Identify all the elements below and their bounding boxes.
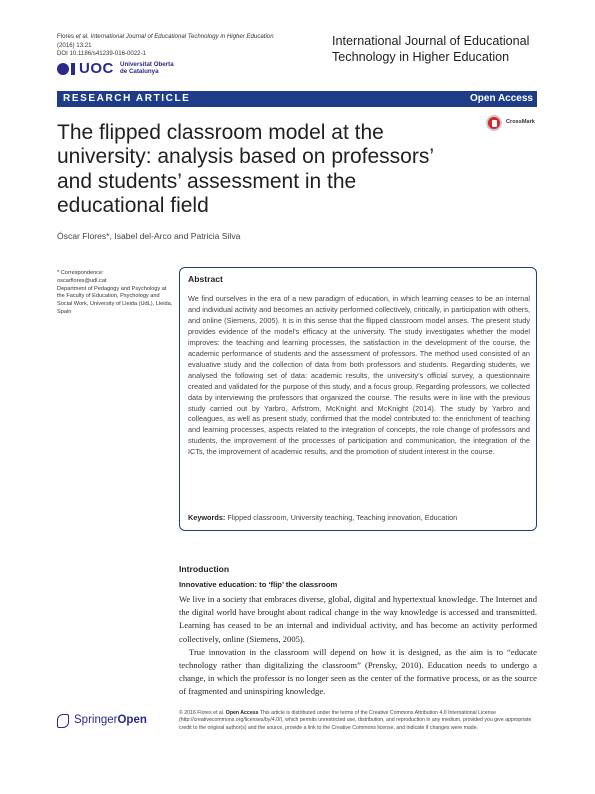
- license-text: This article is distributed under the terms of the Creative Commons Attribution 4.0 International License (http://creativecommons.org/licenses/by/4.0/), which permits unrestricted use, distribution, and reproduction in any medium, provided you give appropriate credit to the original author(s) and the source, provide a link to the Creative Commons license, and indicate if changes were made.: [179, 710, 532, 731]
- crossmark-label: CrossMark: [506, 119, 535, 125]
- citation-etal: et al.: [75, 33, 89, 40]
- intro-paragraph-1: We live in a society that embraces diverse, global, digital and hypertextual knowledge. The Internet and the digital world have brought about radical change in the way knowledge is accessed and transmitted. Learning has ceased to be an internal and individual activity, and has become an activity performed collectively, online (Siemens, 2005).: [179, 594, 537, 644]
- introduction-body: [179, 593, 537, 699]
- springer-open-wordmark: [74, 714, 147, 726]
- open-access-label: Open Access: [470, 93, 533, 104]
- article-type: RESEARCH ARTICLE: [63, 93, 191, 104]
- uoc-logo-icon: [57, 63, 69, 75]
- abstract-box: [179, 267, 537, 531]
- uoc-logo-bar-icon: [71, 63, 75, 75]
- uoc-abbr: UOC: [79, 60, 114, 77]
- correspondence-label: * Correspondence:: [57, 270, 104, 276]
- article-title: The flipped classroom model at the university: analysis based on professors’ and students’ assessment in the educational field: [57, 121, 434, 218]
- section-heading-introduction: Introduction: [179, 564, 230, 574]
- crossmark-icon: [486, 115, 502, 131]
- license-statement: [179, 710, 537, 732]
- keywords-list: Flipped classroom, University teaching, Teaching innovation, Education: [225, 513, 458, 522]
- citation-authors: Flores: [57, 33, 76, 40]
- springer-wordmark-a: Springer: [74, 714, 118, 726]
- citation-line: [57, 33, 287, 59]
- license-prefix: © 2016 Flores et al.: [179, 710, 226, 716]
- journal-title: International Journal of Educational Technology in Higher Education: [332, 34, 530, 64]
- springer-wordmark-b: Open: [117, 714, 147, 726]
- author-list: Óscar Flores*, Isabel del-Arco and Patricia Silva: [57, 231, 241, 241]
- doi-link[interactable]: DOI 10.1186/s41239-016-0022-1: [57, 50, 146, 58]
- keywords-line: [188, 513, 533, 522]
- article-banner: [57, 91, 537, 107]
- abstract-text: We find ourselves in the era of a new paradigm of education, in which learning ceases to be an internal and individual activity and becomes an activity performed collectively, critically, in participation with others, and online (Siemens, 2005). It is in this sense that the flipped classroom model arises. The present study provides evidence of the model’s efficacy at the university. The study investigates whether the model improves: the teaching and learning processes, the satisfaction in the development of the course, the academic performance of students and the assessment of professors. The method used consisted of an evaluative study and the collection of data from both professors and students. Regarding students, we analysed the following set of data: academic results, the university’s official survey, a questionnaire created and validated for the purpose of this study, and a focus group. Regarding professors, we collected data by interviewing the professors that organized the course. The results were in line with the previous study carried out by Yarbro, Arfstrom, McKnight and McKnight (2014). The study by Yarbro and colleagues, as well as present study, confirmed that the model contributed to: the enrichment of teaching and learning processes, aspects related to the integration of concepts, the role change of professors and students, the improvement of the processes of participation and communication, the integration of the ICTs, the improvement of academic results, and the promotion of student interest in the course.: [188, 294, 530, 457]
- crossmark-badge[interactable]: [486, 115, 546, 135]
- correspondence-email[interactable]: oscarflores@udl.cat: [57, 277, 107, 284]
- license-open-access: Open Access: [225, 710, 259, 716]
- uoc-name: Universitat Oberta de Catalunya: [120, 61, 174, 76]
- correspondence-affiliation: Department of Pedagogy and Psychology at the Faculty of Education, Psychology and Social Work, University of Lleida (UdL), Lleida, Spain: [57, 285, 173, 315]
- keywords-label: Keywords:: [188, 513, 226, 522]
- correspondence-note: [57, 270, 175, 317]
- citation-journal: International Journal of Educational Technology in Higher Education: [88, 33, 274, 40]
- springer-horse-icon: [57, 714, 69, 728]
- intro-paragraph-2: True innovation in the classroom will depend on how it is designed, as the aim is to “educate technology rather than digitalizing the classroom” (Prensky, 2010). Education needs to undergo a change, in which the professor is no longer seen as the center of the formative process, or as the source of fragmented and uninspiring knowledge.: [179, 646, 537, 697]
- springer-open-logo: [57, 711, 177, 733]
- uoc-logo: [57, 60, 197, 82]
- citation-year: (2016) 13:21: [57, 41, 92, 49]
- subsection-heading: Innovative education: to ‘flip’ the classroom: [179, 580, 338, 589]
- abstract-heading: Abstract: [188, 274, 223, 284]
